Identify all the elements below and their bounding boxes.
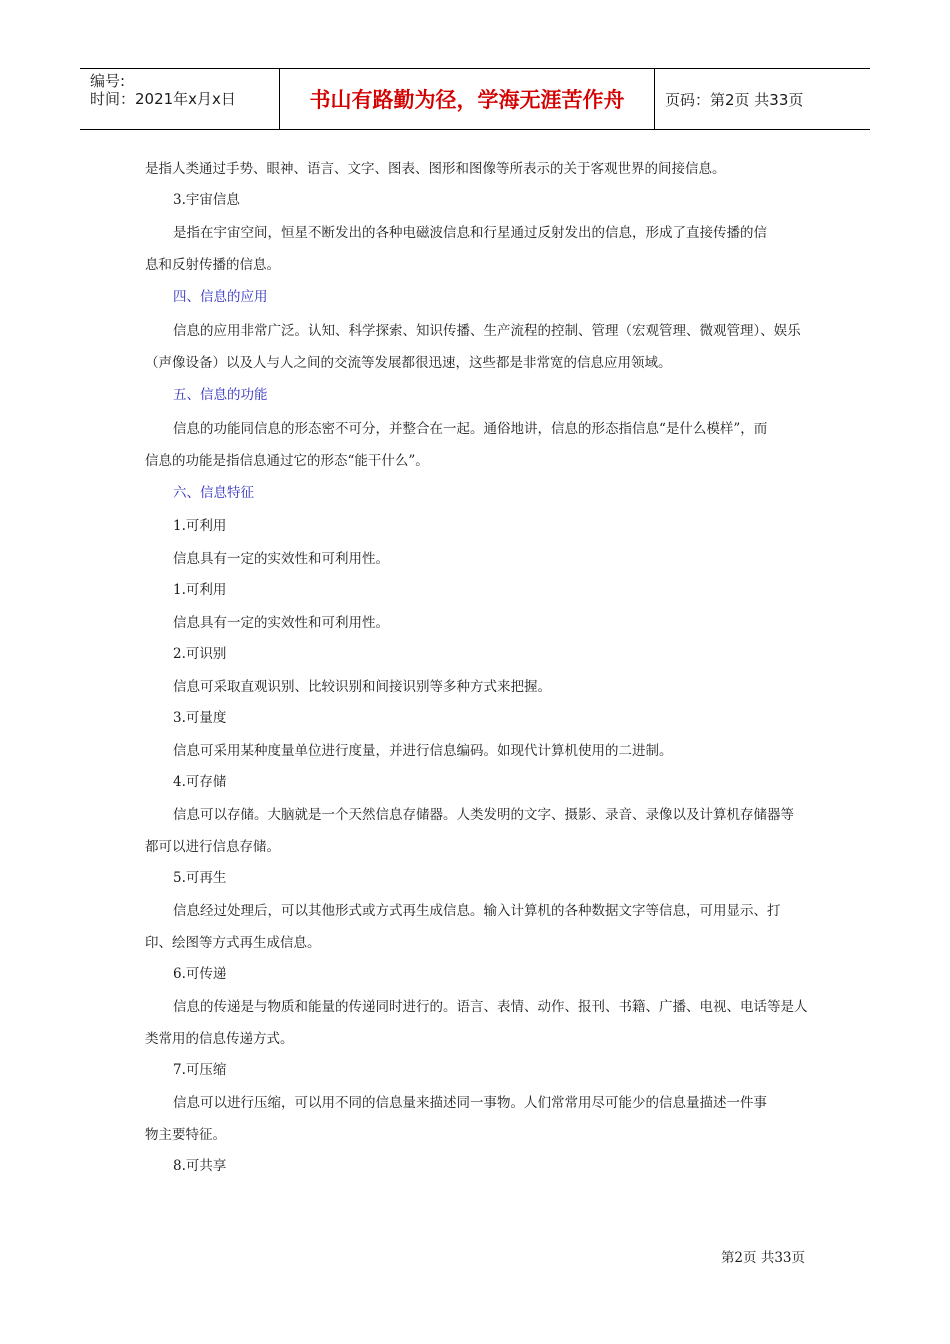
header-page-info: 页码：第2页 共33页 [665, 90, 804, 109]
section-heading: 五、信息的功能 [173, 387, 268, 403]
paragraph: 信息具有一定的实效性和可利用性。 [173, 615, 389, 631]
paragraph: 信息可以存储。大脑就是一个天然信息存储器。人类发明的文字、摄影、录音、录像以及计算机存储器等 [173, 807, 794, 823]
paragraph-continuation: 信息的功能是指信息通过它的形态“能干什么”。 [145, 453, 429, 469]
numbered-subheading: 4.可存储 [173, 774, 227, 790]
paragraph: 信息可采取直观识别、比较识别和间接识别等多种方式来把握。 [173, 679, 551, 695]
header-motto: 书山有路勤为径，学海无涯苦作舟 [280, 69, 655, 129]
document-number-label: 编号: [90, 72, 126, 90]
paragraph: 信息可采用某种度量单位进行度量，并进行信息编码。如现代计算机使用的二进制。 [173, 743, 673, 759]
document-time-label: 时间：2021年x月x日 [90, 90, 236, 108]
numbered-subheading: 3.可量度 [173, 710, 227, 726]
document-body [145, 152, 810, 1182]
paragraph-continuation: 息和反射传播的信息。 [145, 257, 280, 273]
section-heading: 六、信息特征 [173, 485, 254, 501]
numbered-subheading: 2.可识别 [173, 646, 227, 662]
numbered-subheading: 5.可再生 [173, 870, 227, 886]
page-header [80, 68, 870, 130]
paragraph: 信息具有一定的实效性和可利用性。 [173, 551, 389, 567]
paragraph-continuation: 都可以进行信息存储。 [145, 839, 280, 855]
paragraph: 信息经过处理后，可以其他形式或方式再生成信息。输入计算机的各种数据文字等信息，可用显示、打 [173, 903, 781, 919]
paragraph: 信息的应用非常广泛。认知、科学探索、知识传播、生产流程的控制、管理（宏观管理、微观管理）、娱乐 [173, 323, 801, 339]
paragraph: 信息的传递是与物质和能量的传递同时进行的。语言、表情、动作、报刊、书籍、广播、电视、电话等是人 [173, 999, 808, 1015]
numbered-subheading: 1.可利用 [173, 518, 227, 534]
numbered-subheading: 6.可传递 [173, 966, 227, 982]
paragraph-continuation: 印、绘图等方式再生成信息。 [145, 935, 321, 951]
numbered-subheading: 8.可共享 [173, 1158, 227, 1174]
numbered-subheading: 3.宇宙信息 [173, 192, 240, 208]
paragraph: 是指在宇宙空间，恒星不断发出的各种电磁波信息和行星通过反射发出的信息，形成了直接传播的信 [173, 225, 767, 241]
paragraph-continuation: 是指人类通过手势、眼神、语言、文字、图表、图形和图像等所表示的关于客观世界的间接信息。 [145, 161, 726, 177]
numbered-subheading: 1.可利用 [173, 582, 227, 598]
paragraph: 信息可以进行压缩，可以用不同的信息量来描述同一事物。人们常常用尽可能少的信息量描述一件事 [173, 1095, 767, 1111]
paragraph-continuation: 物主要特征。 [145, 1127, 226, 1143]
numbered-subheading: 7.可压缩 [173, 1062, 227, 1078]
paragraph: 信息的功能同信息的形态密不可分，并整合在一起。通俗地讲，信息的形态指信息“是什么模样”，而 [173, 421, 768, 437]
header-meta [80, 69, 280, 129]
paragraph-continuation: 类常用的信息传递方式。 [145, 1031, 294, 1047]
page-footer: 第2页 共33页 [720, 1250, 805, 1266]
section-heading: 四、信息的应用 [173, 289, 268, 305]
paragraph-continuation: （声像设备）以及人与人之间的交流等发展都很迅速，这些都是非常宽的信息应用领域。 [145, 355, 672, 371]
